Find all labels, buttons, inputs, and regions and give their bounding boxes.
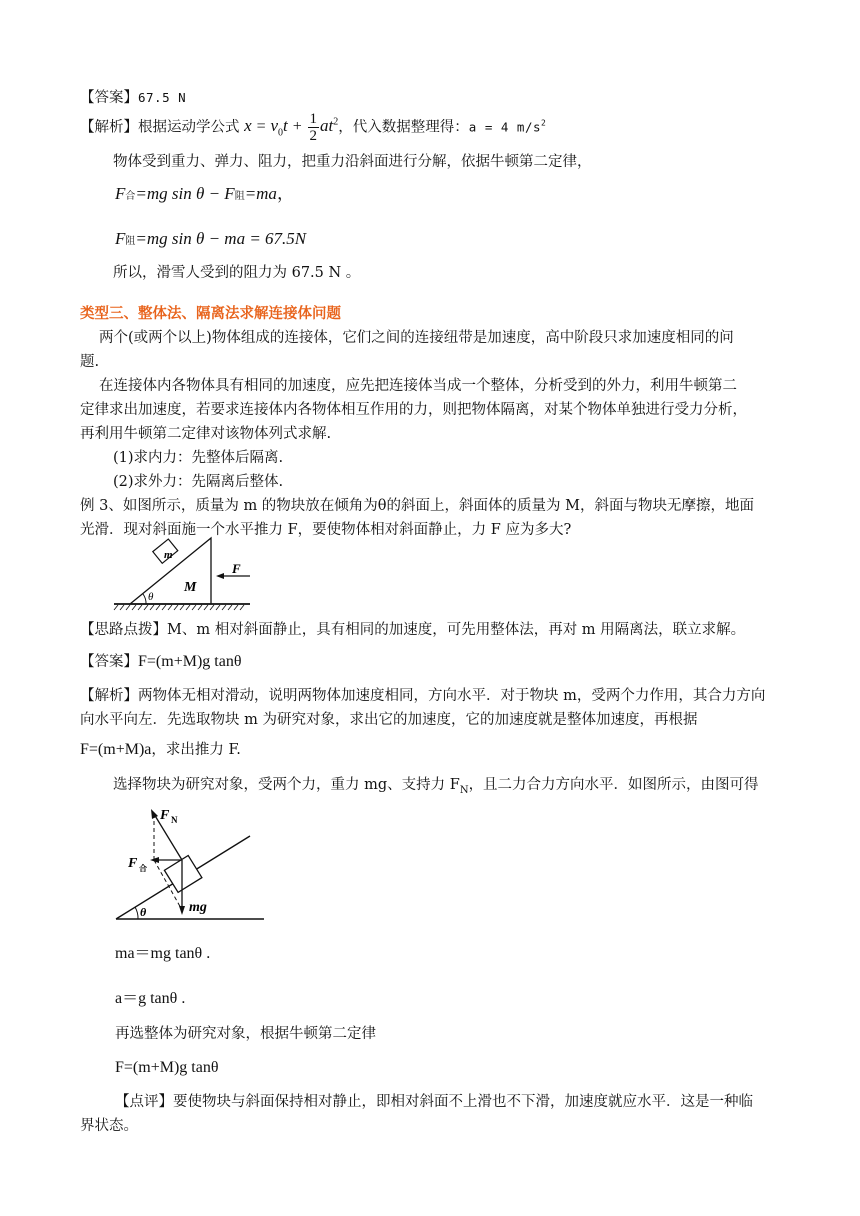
- method-item-1: (1)求内力：先整体后隔离.: [113, 450, 284, 466]
- choose-block-paragraph: 选择物块为研究对象，受两个力，重力 mg、支持力 $F_N$，且二力合力方向水平．如图所示，由图可得: [113, 777, 759, 796]
- solution-after: ，代入数据整理得：: [338, 119, 469, 136]
- kinematics-formula: $x = v_0t$ + $\frac{1}{2}$ $at^2$: [244, 111, 339, 144]
- para-connected-2c: 再利用牛顿第二定律对该物体列式求解.: [80, 426, 332, 442]
- svg-text:F: F: [160, 808, 170, 823]
- hint-text: M、m 相对斜面静止，具有相同的加速度，可先用整体法，再对 m 用隔离法，联立求解。: [167, 622, 746, 638]
- equation-net-force: F合=mg sin θ − F阻=ma，: [115, 184, 294, 203]
- solution-3-line1: 【解析】两物体无相对滑动，说明两物体加速度相同，方向水平．对于物块 m，受两个力作用，其合力方向: [80, 688, 766, 704]
- solution-3-line3: F=(m+M)a，求出推力 F.: [80, 741, 241, 758]
- para-connected-2b: 定律求出加速度，若要求连接体内各物体相互作用的力，则把物体隔离，对某个物体单独进行受力分析，: [80, 402, 747, 418]
- example-3-line2: 光滑．现对斜面施一个水平推力 F，要使物体相对斜面静止，力 F 应为多大?: [80, 522, 572, 538]
- para-connected-1: 两个(或两个以上)物体组成的连接体，它们之间的连接纽带是加速度，高中阶段只求加速度相同的问: [99, 330, 734, 346]
- answer-value: 67.5 N: [138, 90, 187, 105]
- forces-paragraph: 物体受到重力、弹力、阻力，把重力沿斜面进行分解，依据牛顿第二定律，: [113, 154, 592, 170]
- hint: [80, 620, 745, 640]
- equation-resistance: F阻=mg sin θ − ma = 67.5N: [115, 229, 307, 248]
- svg-text:N: N: [171, 815, 178, 825]
- result-paragraph: 所以，滑雪人受到的阻力为 67.5 N 。: [113, 265, 361, 281]
- svg-text:F: F: [232, 561, 241, 576]
- equation-a: a＝g tanθ .: [115, 990, 186, 1007]
- para-connected-1b: 题.: [80, 354, 100, 370]
- incline-figure: [112, 536, 262, 612]
- section-heading: 类型三、整体法、隔离法求解连接体问题: [80, 305, 341, 322]
- para-connected-2: 在连接体内各物体具有相同的加速度，应先把连接体当成一个整体，分析受到的外力，利用牛顿第二: [99, 378, 737, 394]
- method-item-2: (2)求外力：先隔离后整体.: [113, 474, 284, 490]
- svg-text:合: 合: [139, 864, 147, 873]
- answer-3: 【答案】F=(m+M)g tanθ: [80, 653, 242, 670]
- comment-line2: 界状态。: [80, 1118, 138, 1134]
- solution-intro: 根据运动学公式: [138, 119, 240, 136]
- equation-F: F=(m+M)g tanθ: [115, 1059, 219, 1076]
- svg-text:m: m: [164, 549, 173, 561]
- example-3-line1: 例 3、如图所示，质量为 m 的物块放在倾角为θ的斜面上，斜面体的质量为 M，斜面与物块无摩擦，地面: [80, 498, 754, 514]
- answer-1: [80, 88, 186, 108]
- equation-ma: ma＝mg tanθ .: [115, 945, 211, 962]
- acceleration-value: a = 4 m/s: [468, 119, 541, 135]
- hint-label: 【思路点拨】: [80, 622, 167, 638]
- whole-system-paragraph: 再选整体为研究对象，根据牛顿第二定律: [115, 1026, 376, 1042]
- solution-label: 【解析】: [80, 119, 138, 136]
- comment-line1: 【点评】要使物块与斜面保持相对静止，即相对斜面不上滑也不下滑，加速度就应水平．这是一种临: [115, 1094, 753, 1110]
- svg-text:F: F: [128, 856, 138, 871]
- solution-3-line2: 向水平向左．先选取物块 m 为研究对象，求出它的加速度，它的加速度就是整体加速度，再根据: [80, 712, 698, 728]
- svg-text:M: M: [184, 580, 197, 595]
- svg-text:θ: θ: [140, 905, 147, 919]
- fraction-half: $\frac{1}{2}$: [309, 111, 318, 144]
- svg-text:mg: mg: [189, 900, 207, 915]
- answer-label: 【答案】: [80, 90, 138, 106]
- solution-1: 【解析】根据运动学公式 $x = v_0t$ + $\frac{1}{2}$ $at^2$，代入数据整理得：a = 4 $m/s^2$: [80, 111, 547, 144]
- svg-text:θ: θ: [148, 591, 154, 603]
- force-diagram: [112, 800, 272, 924]
- answer-3-value: F=(m+M)g tanθ: [138, 653, 242, 670]
